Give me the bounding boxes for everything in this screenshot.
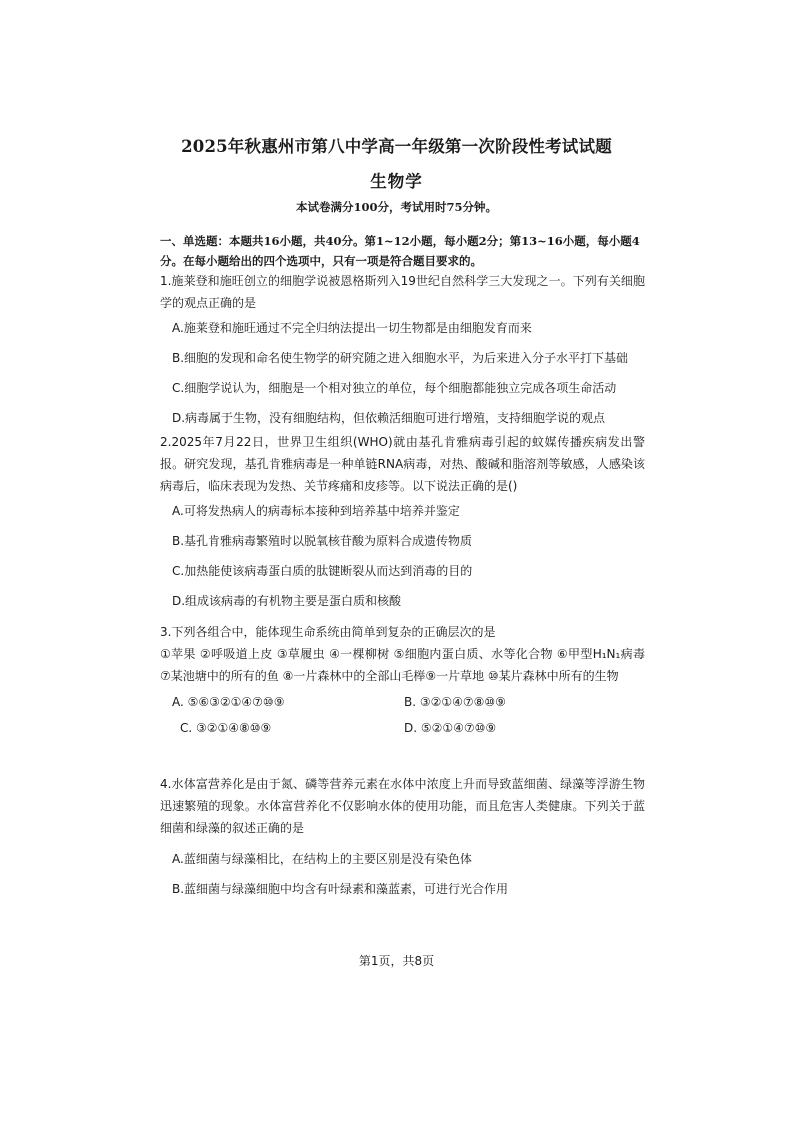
question-stem: 2.2025年7月22日，世界卫生组织(WHO)就由基孔肯雅病毒引起的蚊媒传播疾病发出警报。研究发现，基孔肯雅病毒是一种单链RNA病毒，对热、酸碱和脂溶剂等敏感，人感染该病毒后，临床表现为发热、关节疼痛和皮疹等。以下说法正确的是()	[160, 435, 645, 493]
option-a: A.施莱登和施旺通过不完全归纳法提出一切生物都是由细胞发育而来	[172, 321, 532, 335]
question-stem: 1.施莱登和施旺创立的细胞学说被恩格斯列入19世纪自然科学三大发现之一。下列有关细胞学的观点正确的是	[160, 274, 645, 310]
option-b: B.细胞的发现和命名使生物学的研究随之进入细胞水平，为后来进入分子水平打下基础	[172, 351, 629, 365]
question-3	[160, 621, 645, 735]
option-a: A. ⑤⑥③②①④⑦⑩⑨	[172, 695, 285, 709]
option-d: D.组成该病毒的有机物主要是蛋白质和核酸	[172, 594, 402, 608]
question-2	[160, 431, 645, 609]
page-footer: 第1页，共8页	[358, 954, 435, 968]
options-grid	[160, 695, 645, 735]
section-heading: 一、单选题：本题共16小题，共40分。第1~12小题，每小题2分；第13~16小题，每小题4分。在每小题给出的四个选项中，只有一项是符合题目要求的。	[160, 234, 640, 268]
option-c: C.加热能使该病毒蛋白质的肽键断裂从而达到消毒的目的	[172, 564, 473, 578]
option-a: A.可将发热病人的病毒标本接种到培养基中培养并鉴定	[172, 504, 460, 518]
option-b: B. ③②①④⑦⑧⑩⑨	[404, 695, 506, 709]
exam-title: 2025年秋惠州市第八中学高一年级第一次阶段性考试试题	[181, 137, 612, 156]
option-d: D.病毒属于生物，没有细胞结构，但依赖活细胞可进行增殖，支持细胞学说的观点	[172, 411, 606, 425]
item-list: ①苹果 ②呼吸道上皮 ③草履虫 ④一棵柳树 ⑤细胞内蛋白质、水等化合物 ⑥甲型H₁N₁病毒 ⑦某池塘中的所有的鱼 ⑧一片森林中的全部山毛榉⑨一片草地 ⑩某片森林中所有的生物	[160, 647, 645, 683]
option-b: B.基孔肯雅病毒繁殖时以脱氧核苷酸为原料合成遗传物质	[172, 534, 473, 548]
option-d: D. ⑤②①④⑦⑩⑨	[404, 721, 497, 735]
question-4	[160, 773, 645, 897]
option-c: C.细胞学说认为，细胞是一个相对独立的单位，每个细胞都能独立完成各项生命活动	[172, 381, 617, 395]
option-a: A.蓝细菌与绿藻相比，在结构上的主要区别是没有染色体	[172, 852, 472, 866]
question-stem: 3.下列各组合中，能体现生命系统由简单到复杂的正确层次的是	[160, 625, 496, 639]
question-1	[160, 270, 645, 426]
option-c: C. ③②①④⑧⑩⑨	[180, 721, 272, 735]
option-b: B.蓝细菌与绿藻细胞中均含有叶绿素和藻蓝素，可进行光合作用	[172, 882, 509, 896]
exam-info: 本试卷满分100分，考试用时75分钟。	[295, 200, 497, 214]
subject-title: 生物学	[370, 172, 423, 191]
question-stem: 4.水体富营养化是由于氮、磷等营养元素在水体中浓度上升而导致蓝细菌、绿藻等浮游生物迅速繁殖的现象。水体富营养化不仅影响水体的使用功能，而且危害人类健康。下列关于蓝细菌和绿藻的叙述正确的是	[160, 777, 645, 835]
